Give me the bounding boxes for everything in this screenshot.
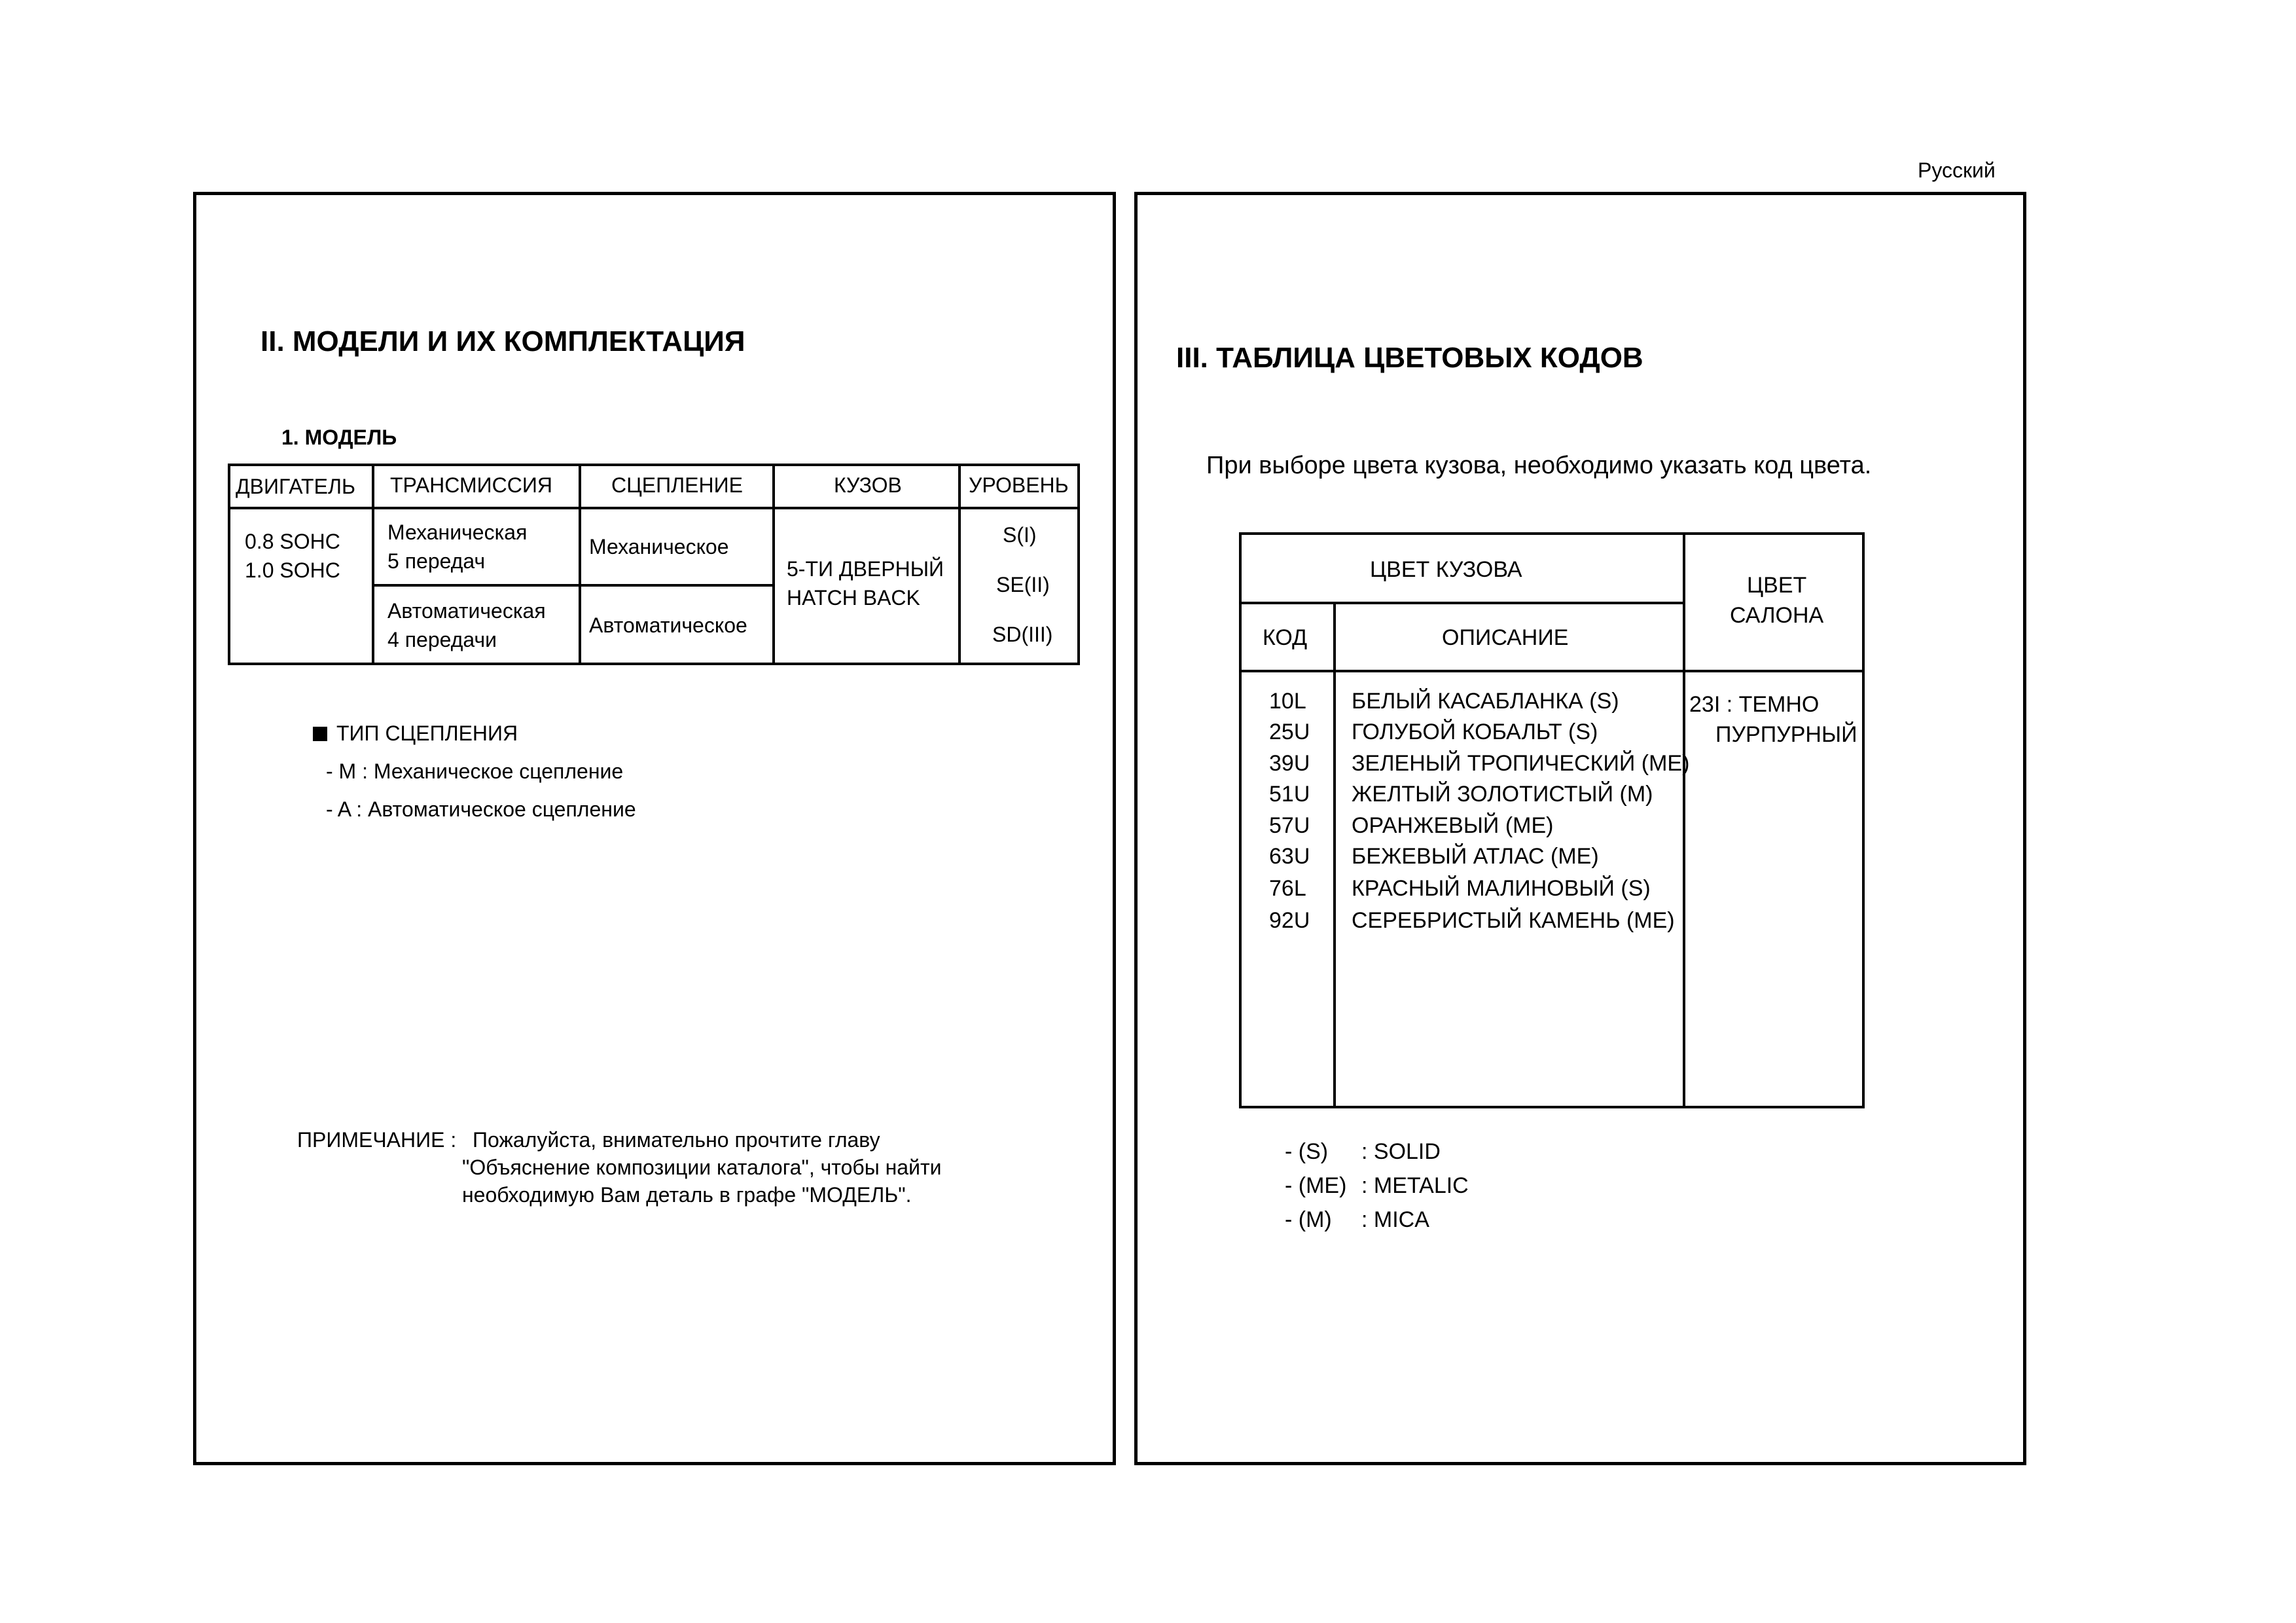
color-code-table <box>1239 532 1865 1108</box>
color-description: ЗЕЛЕНЫЙ ТРОПИЧЕСКИЙ (ME) <box>1352 751 1690 776</box>
clutch-type-item: - A : Автоматическое сцепление <box>326 797 636 821</box>
note-line: Пожалуйста, внимательно прочтите главу <box>473 1128 880 1152</box>
transmission-manual-line: Механическая <box>387 520 528 544</box>
header-interior-line: ЦВЕТ <box>1747 573 1807 598</box>
models-panel <box>193 192 1116 1465</box>
clutch-manual: Механическое <box>589 535 729 558</box>
interior-color-line: ПУРПУРНЫЙ <box>1715 722 1857 747</box>
model-table <box>228 464 1080 665</box>
clutch-type-title: ТИП СЦЕПЛЕНИЯ <box>336 721 518 745</box>
note-label: ПРИМЕЧАНИЕ : <box>297 1128 457 1152</box>
color-description: ЖЕЛТЫЙ ЗОЛОТИСТЫЙ (M) <box>1352 782 1653 807</box>
body-type-line: 5-ТИ ДВЕРНЫЙ <box>787 557 944 581</box>
finish-legend-value: : MICA <box>1361 1207 1429 1232</box>
color-code: 57U <box>1269 813 1310 838</box>
color-code: 25U <box>1269 720 1310 744</box>
trim-level: SD(III) <box>992 623 1053 646</box>
color-code: 76L <box>1269 876 1306 901</box>
header-interior-line: САЛОНА <box>1730 603 1824 628</box>
finish-legend-key: - (S) <box>1285 1139 1329 1164</box>
clutch-auto: Автоматическое <box>589 613 747 637</box>
color-intro-text: При выборе цвета кузова, необходимо указать код цвета. <box>1206 452 1872 479</box>
header-level: УРОВЕНЬ <box>969 473 1069 497</box>
note-line: "Объяснение композиции каталога", чтобы найти <box>462 1156 942 1179</box>
finish-legend-value: : SOLID <box>1361 1139 1441 1164</box>
color-description: БЕЛЫЙ КАСАБЛАНКА (S) <box>1352 689 1619 714</box>
color-description: БЕЖЕВЫЙ АТЛАС (ME) <box>1352 844 1599 869</box>
color-description: КРАСНЫЙ МАЛИНОВЫЙ (S) <box>1352 876 1651 901</box>
header-body-color: ЦВЕТ КУЗОВА <box>1370 557 1522 582</box>
header-engine: ДВИГАТЕЛЬ <box>236 475 355 498</box>
transmission-manual-line: 5 передач <box>387 549 486 573</box>
engine-value: 1.0 SOHC <box>245 558 340 582</box>
finish-legend-key: - (M) <box>1285 1207 1332 1232</box>
language-label: Русский <box>1918 158 1996 182</box>
models-section-title: II. МОДЕЛИ И ИХ КОМПЛЕКТАЦИЯ <box>260 325 745 357</box>
trim-level: SE(II) <box>996 573 1050 596</box>
trim-level: S(I) <box>1003 523 1037 547</box>
header-body: КУЗОВ <box>834 473 902 497</box>
color-code: 39U <box>1269 751 1310 776</box>
note-line: необходимую Вам деталь в графе "МОДЕЛЬ". <box>462 1183 912 1207</box>
color-description: ОРАНЖЕВЫЙ (ME) <box>1352 813 1554 838</box>
interior-color-line: 23I : ТЕМНО <box>1689 692 1820 717</box>
color-code: 92U <box>1269 908 1310 933</box>
header-transmission: ТРАНСМИССИЯ <box>390 473 552 497</box>
clutch-type-heading <box>313 721 518 746</box>
color-code: 51U <box>1269 782 1310 807</box>
header-code: КОД <box>1263 625 1308 650</box>
transmission-auto-line: 4 передачи <box>387 628 497 651</box>
finish-legend-key: - (ME) <box>1285 1173 1347 1198</box>
header-description: ОПИСАНИЕ <box>1442 625 1569 650</box>
engine-value: 0.8 SOHC <box>245 530 340 553</box>
color-section-title: III. ТАБЛИЦА ЦВЕТОВЫХ КОДОВ <box>1176 342 1643 374</box>
finish-legend-value: : METALIC <box>1361 1173 1469 1198</box>
clutch-type-item: - M : Механическое сцепление <box>326 759 624 783</box>
transmission-auto-line: Автоматическая <box>387 599 546 623</box>
model-subsection-title: 1. МОДЕЛЬ <box>281 426 397 449</box>
body-type-line: HATCH BACK <box>787 586 920 610</box>
header-clutch: СЦЕПЛЕНИЕ <box>611 473 743 497</box>
color-description: ГОЛУБОЙ КОБАЛЬТ (S) <box>1352 720 1598 744</box>
square-bullet-icon <box>313 727 327 741</box>
color-code: 10L <box>1269 689 1306 714</box>
color-description: СЕРЕБРИСТЫЙ КАМЕНЬ (ME) <box>1352 908 1675 933</box>
color-code: 63U <box>1269 844 1310 869</box>
